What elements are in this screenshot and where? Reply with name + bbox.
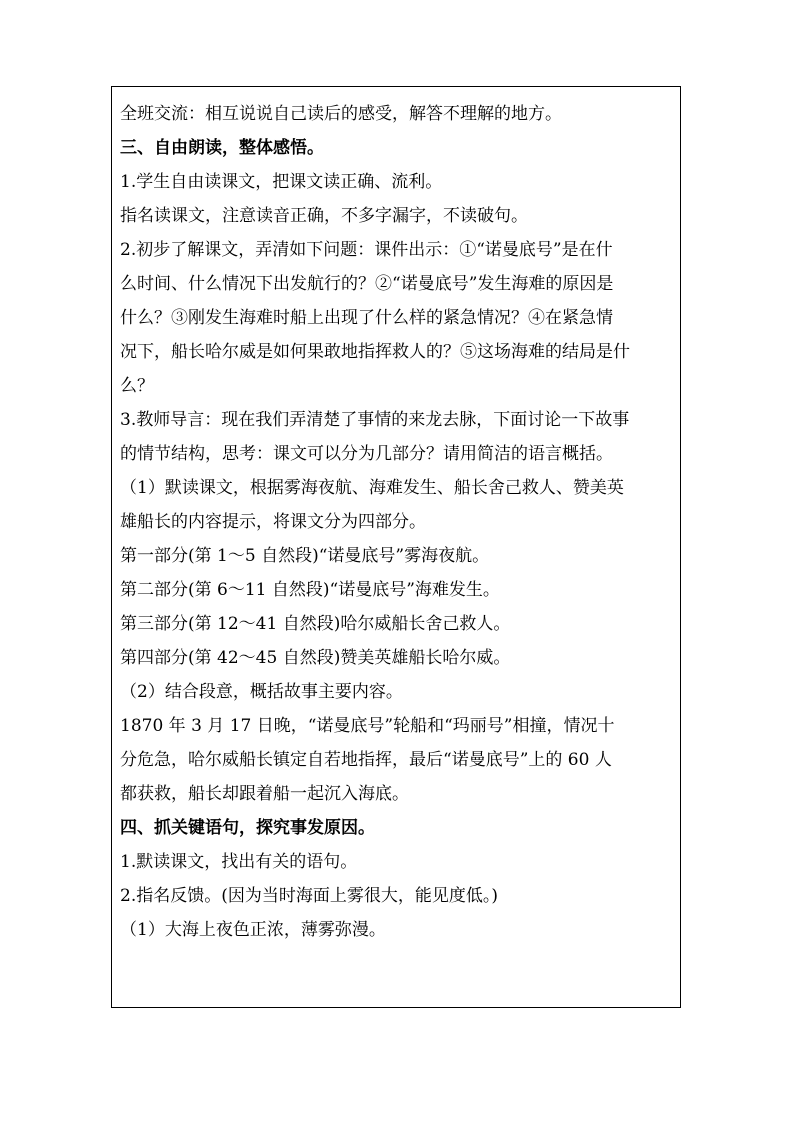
section-heading: 三、自由朗读，整体感悟。 <box>120 138 324 158</box>
text-line: 么？ <box>120 376 154 396</box>
text-line: 分危急，哈尔威船长镇定自若地指挥，最后“诺曼底号”上的 60 人 <box>120 750 612 770</box>
text-line: 2.初步了解课文，弄清如下问题：课件出示：①“诺曼底号”是在什 <box>120 240 613 260</box>
text-line: 第三部分(第 12～41 自然段)哈尔威船长舍己救人。 <box>120 614 511 634</box>
text-line: 什么？③刚发生海难时船上出现了什么样的紧急情况？④在紧急情 <box>120 308 613 328</box>
text-line: 3.教师导言：现在我们弄清楚了事情的来龙去脉，下面讨论一下故事 <box>120 410 630 430</box>
text-line: 指名读课文，注意读音正确，不多字漏字，不读破句。 <box>120 206 528 226</box>
text-line: 第二部分(第 6～11 自然段)“诺曼底号”海难发生。 <box>120 580 500 600</box>
text-line: 全班交流：相互说说自己读后的感受，解答不理解的地方。 <box>120 104 562 124</box>
text-line: 的情节结构，思考：课文可以分为几部分？请用简洁的语言概括。 <box>120 444 613 464</box>
text-line: 况下，船长哈尔威是如何果敢地指挥救人的？⑤这场海难的结局是什 <box>120 342 630 362</box>
text-line: 雄船长的内容提示，将课文分为四部分。 <box>120 512 426 532</box>
section-heading: 四、抓关键语句，探究事发原因。 <box>120 818 375 838</box>
text-line: （2）结合段意，概括故事主要内容。 <box>120 682 403 702</box>
text-line: 第四部分(第 42～45 自然段)赞美英雄船长哈尔威。 <box>120 648 511 668</box>
text-line: （1）默读课文，根据雾海夜航、海难发生、船长舍己救人、赞美英 <box>120 478 624 498</box>
text-line: 1870 年 3 月 17 日晚，“诺曼底号”轮船和“玛丽号”相撞，情况十 <box>120 716 615 736</box>
text-line: 1.学生自由读课文，把课文读正确、流利。 <box>120 172 443 192</box>
text-line: 1.默读课文，找出有关的语句。 <box>120 852 358 872</box>
text-line: 都获救，船长却跟着船一起沉入海底。 <box>120 784 409 804</box>
text-line: 第一部分(第 1～5 自然段)“诺曼底号”雾海夜航。 <box>120 546 490 566</box>
text-line: 2.指名反馈。(因为当时海面上雾很大，能见度低。) <box>120 886 498 906</box>
lesson-plan-box <box>111 86 681 1008</box>
text-line: （1）大海上夜色正浓，薄雾弥漫。 <box>120 920 386 940</box>
text-line: 么时间、什么情况下出发航行的？②“诺曼底号”发生海难的原因是 <box>120 274 614 294</box>
